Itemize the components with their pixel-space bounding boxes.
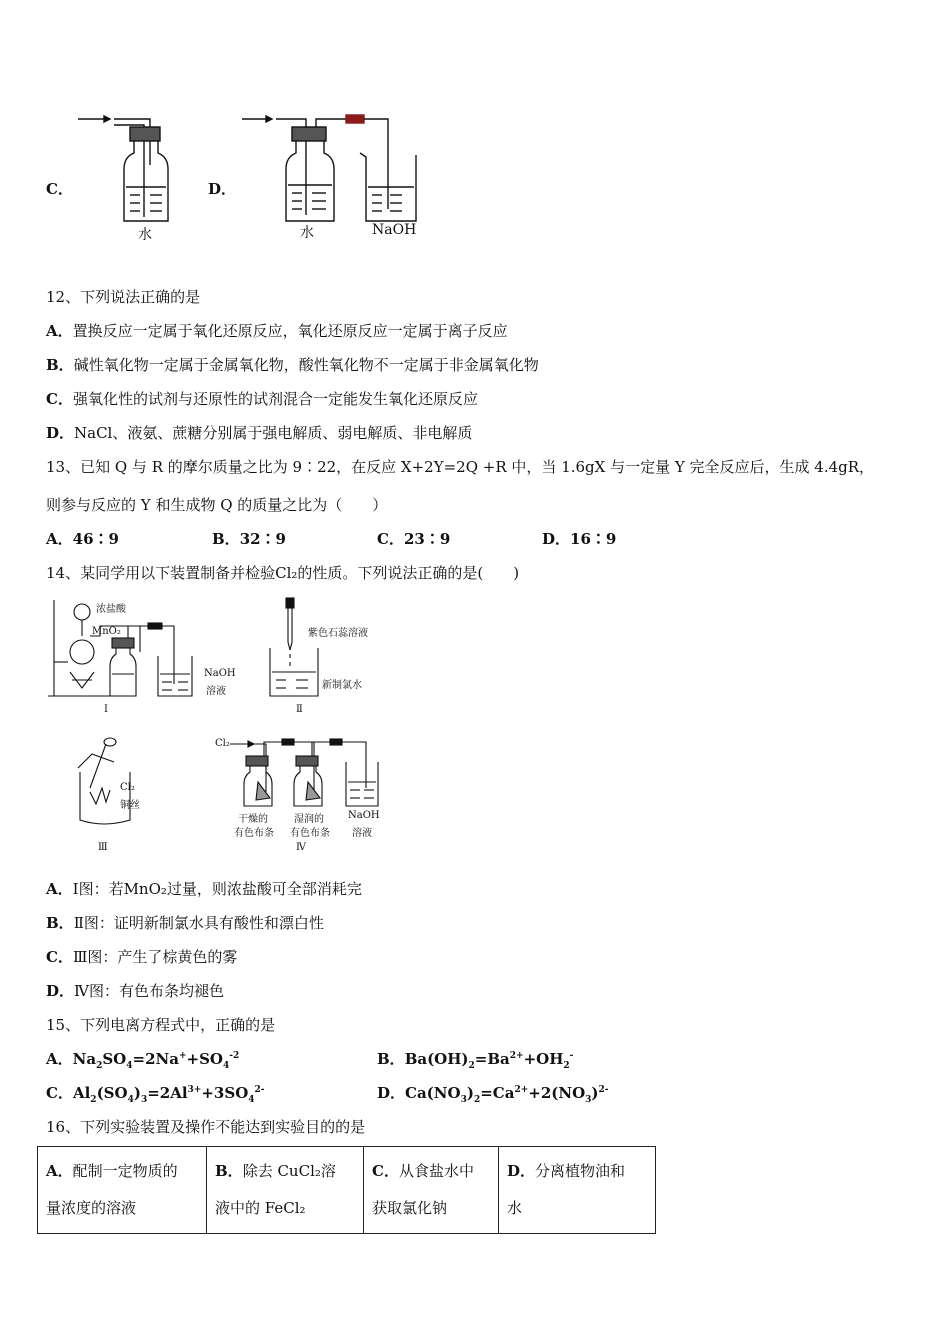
fig4-dry-label-2: 有色布条 [234, 828, 274, 839]
q16-cell-b: B．除去 CuCl₂溶 液中的 FeCl₂ [207, 1147, 364, 1234]
q14-option-b: B．Ⅱ图：证明新制氯水具有酸性和漂白性 [46, 914, 324, 932]
q14-option-a: A．Ⅰ图：若MnO₂过量，则浓盐酸可全部消耗完 [46, 880, 362, 898]
fig4-dry-label-1: 干燥的 [238, 814, 268, 825]
fig1-numeral: Ⅰ [104, 704, 108, 715]
fig2-chlorine-water-label: 新制氯水 [322, 680, 362, 691]
fig3-cl2-label: Cl₂ [120, 782, 135, 793]
q12-option-b: B．碱性氧化物一定属于金属氧化物，酸性氧化物不一定属于非金属氧化物 [46, 356, 539, 374]
q12-option-c: C．强氧化性的试剂与还原性的试剂混合一定能发生氧化还原反应 [46, 390, 478, 408]
fig4-naoh-label: NaOH [348, 810, 380, 821]
q16-cell-c: C．从食盐水中 获取氯化钠 [364, 1147, 499, 1234]
fig3-numeral: Ⅲ [98, 842, 108, 853]
fig4-numeral: Ⅳ [296, 842, 306, 853]
fig4-cl2-inlet-label: Cl₂ [215, 738, 230, 749]
q12-option-d: D．NaCl、液氨、蔗糖分别属于强电解质、弱电解质、非电解质 [46, 424, 473, 442]
gas-washing-bottle-c [78, 116, 168, 221]
fig1-hcl-label: 浓盐酸 [96, 604, 126, 615]
fig4-wet-label-2: 有色布条 [290, 828, 330, 839]
water-label-c: 水 [138, 227, 152, 243]
fig2-numeral: Ⅱ [296, 704, 303, 715]
q14-option-c: C．Ⅲ图：产生了棕黄色的雾 [46, 948, 238, 966]
q15-stem: 15、下列电离方程式中，正确的是 [46, 1016, 276, 1034]
naoh-label: NaOH [372, 222, 417, 238]
option-c-label: C． [46, 180, 73, 198]
q15-option-c: C．$Al_2(SO_4)_3=2Al^{3+}+3SO_4^{2-}$ [46, 1084, 265, 1105]
q13-option-b: B．32∶9 [212, 530, 286, 548]
q13-stem-line2: 则参与反应的 Y 和生成物 Q 的质量之比为（ ） [46, 496, 388, 514]
q16-cell-d: D．分离植物油和 水 [499, 1147, 656, 1234]
q14-stem: 14、某同学用以下装置制备并检验Cl₂的性质。下列说法正确的是( ) [46, 564, 520, 582]
option-d-label: D． [208, 180, 237, 198]
fig3-copper-label: 铜丝 [120, 800, 140, 811]
q12-stem: 12、下列说法正确的是 [46, 288, 201, 306]
fig2-litmus-label: 紫色石蕊溶液 [308, 628, 368, 639]
q16-options-table [37, 1146, 656, 1234]
q13-option-a: A．46∶9 [46, 530, 119, 548]
q13-option-c: C．23∶9 [377, 530, 451, 548]
q12-option-a: A．置换反应一定属于氧化还原反应，氧化还原反应一定属于离子反应 [46, 322, 508, 340]
q13-stem-line1: 13、已知 Q 与 R 的摩尔质量之比为 9∶22，在反应 X+2Y=2Q +R 中，当 1.6gX 与一定量 Y 完全反应后，生成 4.4gR， [46, 458, 875, 476]
q15-option-d: D．$Ca(NO_3)_2=Ca^{2+}+2(NO_3)^{2-}$ [377, 1084, 609, 1105]
fig4-wet-label-1: 湿润的 [294, 814, 324, 825]
q13-option-d: D．16∶9 [542, 530, 617, 548]
fig1-naoh-label: NaOH [204, 668, 236, 679]
water-label-d: 水 [300, 225, 314, 241]
q15-option-a: A．$Na_2SO_4=2Na^++SO_4^{-2}$ [46, 1050, 240, 1071]
gas-washing-bottle-d [242, 115, 416, 221]
q15-option-b: B．$Ba(OH)_2=Ba^{2+}+OH_2^-$ [377, 1050, 574, 1071]
q14-option-d: D．Ⅳ图：有色布条均褪色 [46, 982, 225, 1000]
q16-cell-a: A．配制一定物质的 量浓度的溶液 [38, 1147, 207, 1234]
q16-stem: 16、下列实验装置及操作不能达到实验目的的是 [46, 1118, 366, 1136]
fig1-mno2-label: MnO₂ [92, 626, 121, 637]
fig4-solution-label: 溶液 [352, 828, 372, 839]
fig1-solution-label: 溶液 [206, 686, 226, 697]
